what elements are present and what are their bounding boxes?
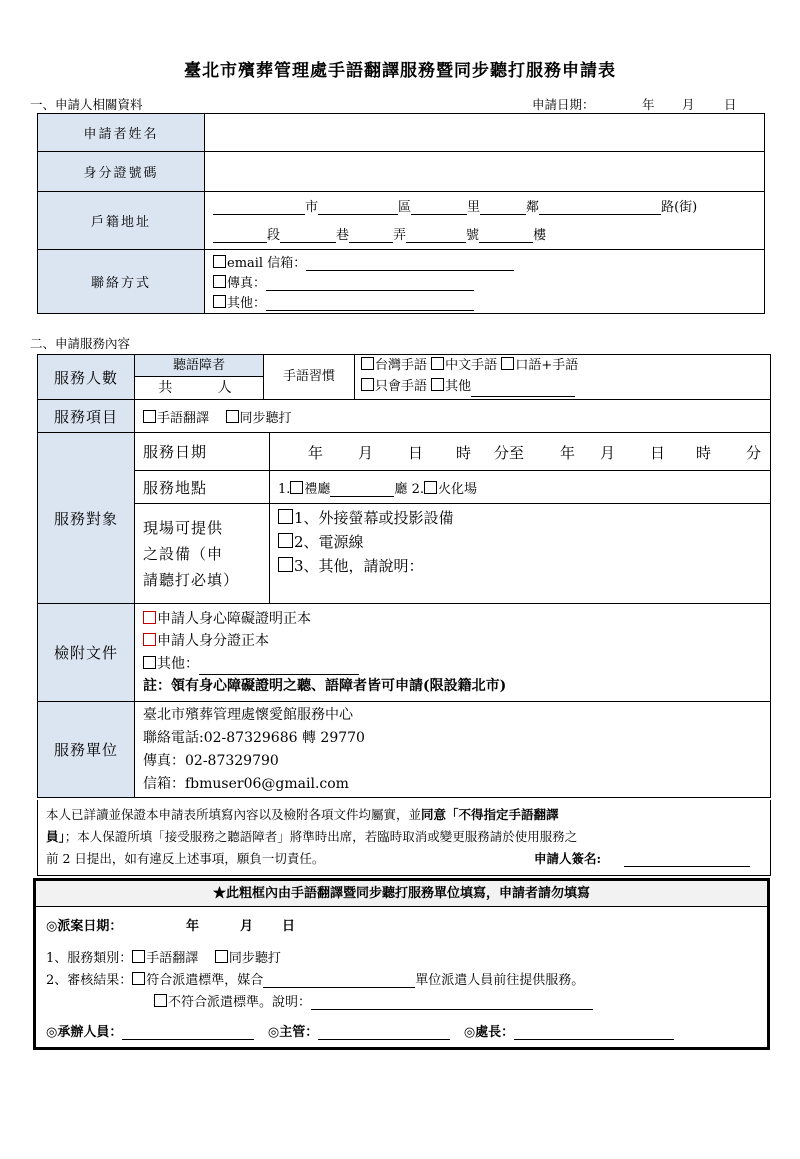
service-type-row: 1、服務類別： 手語翻譯 同步聽打 [46, 951, 281, 966]
signature-label: 申請人簽名: [534, 851, 602, 866]
id-field[interactable] [205, 152, 765, 192]
email-checkbox[interactable] [213, 255, 226, 268]
review-row-1: 2、審核結果： 符合派遣標準，媒合 單位派遣人員前往提供服務。 [46, 973, 585, 988]
fax-checkbox[interactable] [213, 275, 226, 288]
place-options: 1. 禮廳 廳 2. 火化場 [270, 471, 771, 504]
type-sign-checkbox[interactable] [132, 950, 145, 963]
habit-other-line[interactable] [471, 381, 575, 397]
unit-phone: 聯絡電話:02-87329686 轉 29770 [143, 729, 365, 746]
declaration: 本人已詳讀並保證本申請表所填寫內容以及檢附各項文件均屬實，並同意「不得指定手語翻譯 員」；本人保證所填「接受服務之聽語障者」將準時出席，若臨時取消或變更服務請於使用服務之 前 2 日提出，如有違反上述事項，願負一切責任。 申請人簽名: [37, 800, 771, 876]
signature-line[interactable] [624, 851, 750, 867]
name-label: 申請者姓名 [38, 114, 205, 152]
section1-heading: 一、申請人相關資料 [30, 97, 143, 112]
form-title: 臺北市殯葬管理處手語翻譯服務暨同步聽打服務申請表 [184, 61, 616, 81]
unit-fax: 傳真：02-87329790 [143, 752, 279, 769]
habit-tsl-checkbox[interactable] [361, 357, 374, 370]
applicant-table [37, 113, 765, 314]
apply-date-label: 申請日期： [532, 97, 595, 112]
place-hall-checkbox[interactable] [290, 481, 303, 494]
item-sign-translation-checkbox[interactable] [143, 410, 156, 423]
fax-line[interactable] [266, 275, 474, 291]
service-table [37, 354, 771, 798]
signoff-row: ◎承辦人員： ◎主管： ◎處長： [46, 1021, 674, 1040]
equip-screen-checkbox[interactable] [278, 509, 293, 524]
target-label: 服務對象 [38, 433, 135, 604]
people-count-cell [135, 355, 264, 399]
habit-label: 手語習慣 [264, 355, 355, 399]
email-line[interactable] [306, 255, 514, 271]
equip-label: 現場可提供 之設備（申 請聽打必填） [135, 504, 270, 604]
office-use-header: ★此粗框內由手語翻譯暨同步聽打服務單位填寫，申請者請勿填寫 [36, 881, 767, 907]
hearing-impaired-label: 聽語障者 [135, 355, 263, 377]
item-options: 手語翻譯 同步聽打 [135, 400, 771, 433]
doc-other-checkbox[interactable] [143, 656, 156, 669]
contact-field [205, 250, 765, 314]
review-unit-line[interactable] [263, 972, 415, 988]
director-line[interactable] [514, 1024, 674, 1040]
people-row [135, 355, 771, 400]
habit-oral-checkbox[interactable] [501, 357, 514, 370]
address-row-1: 市 區 里 鄰 路(街) [213, 196, 697, 215]
item-captioning-checkbox[interactable] [226, 410, 239, 423]
people-count-field[interactable]: 共 人 [158, 380, 240, 396]
habit-sign-only-checkbox[interactable] [361, 378, 374, 391]
review-reason-line[interactable] [311, 994, 593, 1010]
doc-other-line[interactable] [199, 659, 359, 675]
docs-label: 檢附文件 [38, 604, 135, 702]
contact-label: 聯絡方式 [38, 250, 205, 314]
place-hall-line[interactable] [330, 481, 394, 497]
contact-email-row: email 信箱： [213, 252, 514, 271]
habit-csl-checkbox[interactable] [431, 357, 444, 370]
docs-options: 申請人身心障礙證明正本 申請人身分證正本 其他： 註：領有身心障礙證明之聽、語障者皆可申請(限設籍北市) [135, 604, 771, 702]
office-use-box [33, 878, 770, 1050]
habit-options: 台灣手語 中文手語 口語+手語 只會手語 其他 [355, 355, 770, 399]
item-label: 服務項目 [38, 400, 135, 433]
address-row-2: 段 巷 弄 號 樓 [213, 224, 546, 243]
apply-date [532, 95, 772, 113]
review-row-2: 不符合派遣標準。說明： [154, 991, 593, 1010]
doc-id-card-checkbox[interactable] [143, 633, 156, 646]
unit-name: 臺北市殯葬管理處懷愛館服務中心 [143, 706, 353, 723]
dispatch-date: ◎派案日期： 年 月 日 [46, 919, 296, 934]
place-crematory-checkbox[interactable] [424, 481, 437, 494]
unit-info [135, 702, 771, 798]
supervisor-line[interactable] [318, 1024, 450, 1040]
people-label: 服務人數 [38, 355, 135, 400]
date-label: 服務日期 [135, 433, 270, 471]
type-caption-checkbox[interactable] [215, 950, 228, 963]
id-label: 身分證號碼 [38, 152, 205, 192]
doc-note: 註：領有身心障礙證明之聽、語障者皆可申請(限設籍北市) [143, 678, 507, 694]
date-field[interactable]: 年 月 日 時 分至 年 月 日 時 分 [270, 433, 771, 471]
name-field[interactable] [205, 114, 765, 152]
contact-other-row: 其他： [213, 292, 474, 311]
review-fail-checkbox[interactable] [154, 994, 167, 1007]
equip-power-checkbox[interactable] [278, 533, 293, 548]
place-label: 服務地點 [135, 471, 270, 504]
other-contact-line[interactable] [266, 295, 474, 311]
equip-options: 1、外接螢幕或投影設備 2、電源線 3、其他，請說明： [270, 504, 771, 604]
apply-date-month: 月 [682, 97, 695, 112]
review-pass-checkbox[interactable] [132, 972, 145, 985]
unit-label: 服務單位 [38, 702, 135, 798]
apply-date-year: 年 [642, 97, 655, 112]
unit-email: 信箱：fbmuser06@gmail.com [143, 775, 349, 792]
doc-disability-cert-checkbox[interactable] [143, 611, 156, 624]
apply-date-day: 日 [724, 97, 737, 112]
other-contact-checkbox[interactable] [213, 295, 226, 308]
section2-heading: 二、申請服務內容 [30, 336, 131, 351]
habit-other-checkbox[interactable] [431, 378, 444, 391]
contact-fax-row: 傳真： [213, 272, 474, 291]
address-label: 戶籍地址 [38, 192, 205, 250]
handler-line[interactable] [122, 1024, 254, 1040]
equip-other-checkbox[interactable] [278, 557, 293, 572]
address-field[interactable] [205, 192, 765, 250]
